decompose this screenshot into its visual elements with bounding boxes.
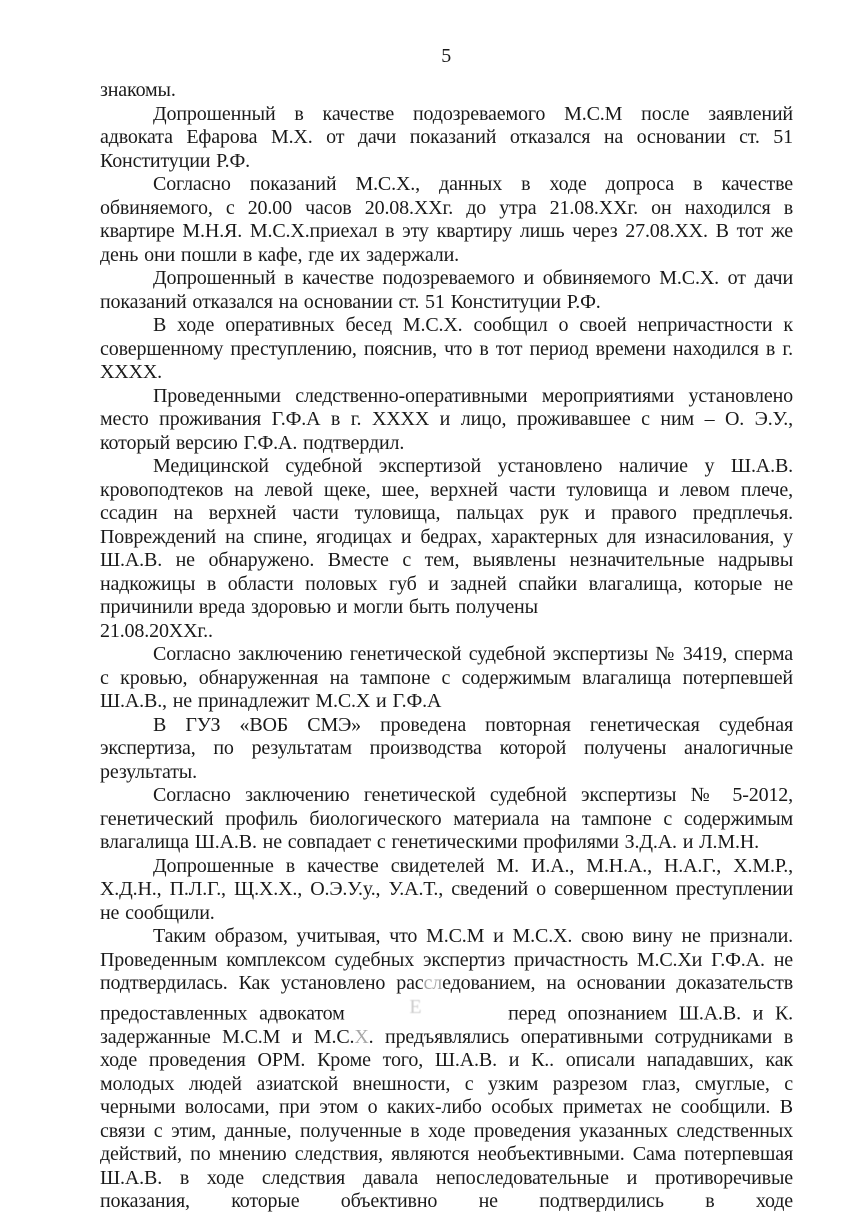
paragraph: В ходе оперативных бесед М.С.Х. сообщил о своей непричастности к совершенному преступлению, пояснив, что в тот период времени находился в г. ХХХХ. [100, 314, 793, 383]
paragraph: 21.08.20ХХг.. [100, 619, 213, 642]
document-body [100, 79, 793, 1214]
redaction-ghost-text: Е [409, 995, 422, 1018]
page-number: 5 [441, 45, 452, 67]
redacted-area [356, 996, 496, 1020]
paragraph: Допрошенные в качестве свидетелей М. И.А., М.Н.А., Н.А.Г., Х.М.Р., Х.Д.Н., П.Л.Г., Щ.Х.Х., О.Э.У.у., У.А.Т., сведений о совершенном преступлении не сообщили. [100, 854, 793, 924]
paragraph: Согласно заключению генетической судебной экспертизы № 3419, сперма с кровью, обнаруженная на тампоне с содержимым влагалища потерпевшей Ш.А.В., не принадлежит М.С.Х и Г.Ф.А [100, 643, 793, 712]
faded-text: Х [354, 1025, 369, 1048]
paragraph: Допрошенный в качестве подозреваемого М.С.М после заявлений адвоката Ефарова М.Х. от дачи показаний отказался на основании ст. 51 Конституции Р.Ф. [100, 102, 793, 172]
paragraph: Согласно показаний М.С.Х., данных в ходе допроса в качестве обвиняемого, с 20.00 часов 20.08.ХХг. до утра 21.08.ХХг. он находился в квартире М.Н.Я. М.С.Х.приехал в эту квартиру лишь через 27.08.ХХ. В тот же день они пошли в кафе, где их задержали. [100, 173, 793, 266]
paragraph: Проведенными следственно-оперативными мероприятиями установлено место проживания Г.Ф.А в г. ХХХХ и лицо, проживавшее с ним – О. Э.У., который версию Г.Ф.А. подтвердил. [100, 384, 793, 454]
paragraph: Согласно заключению генетической судебной экспертизы № 5-2012, генетический профиль биологического материала на тампоне с содержимым влагалища Ш.А.В. не совпадает с генетическими профилями З.Д.А. и Л.М.Н. [100, 784, 793, 853]
faded-text: сл [423, 972, 443, 994]
paragraph: знакомы. [100, 79, 176, 101]
paragraph: Допрошенный в качестве подозреваемого и обвиняемого М.С.Х. от дачи показаний отказался на основании ст. 51 Конституции Р.Ф. [100, 267, 793, 313]
paragraph: Таким образом, учитывая, что М.С.М и М.С.Х. свою вину не признали. Проведенным комплексом судебных экспертиз причастность М.С.Хи Г.Ф.А. не подтвердилась. Как установлено расследованием, на основании доказательств предоставленных адвокатом Е перед опознанием Ш.А.В. и К. задержанные М.С.М и М.С.Х. предъявлялись оперативными сотрудниками в ходе проведения ОРМ. Кроме того, Ш.А.В. и К.. описали нападавших, как молодых людей азиатской внешности, с узким разрезом глаз, смуглые, с черными волосами, при этом о каких-либо особых приметах не сообщили. В связи с этим, данные, полученные в ходе проведения указанных следственных действий, по мнению следствия, являются необъективными. Сама потерпевшая Ш.А.В. в ходе следствия давала непоследовательные и противоречивые показания, которые объективно не подтвердились в ходе [100, 925, 793, 1212]
paragraph: В ГУЗ «ВОБ СМЭ» проведена повторная генетическая судебная экспертиза, по результатам производства которой получены аналогичные результаты. [100, 713, 793, 783]
paragraph: Медицинской судебной экспертизой установлено наличие у Ш.А.В. кровоподтеков на левой щеке, шее, верхней части туловища и левом плече, ссадин на верхней части туловища, пальцах рук и правого предплечья. Повреждений на спине, ягодицах и бедрах, характерных для изнасилования, у Ш.А.В. не обнаружено. Вместе с тем, выявлены незначительные надрывы надкожицы в области половых губ и задней спайки влагалища, которые не причинили вреда здоровью и могли быть получены [100, 455, 793, 618]
